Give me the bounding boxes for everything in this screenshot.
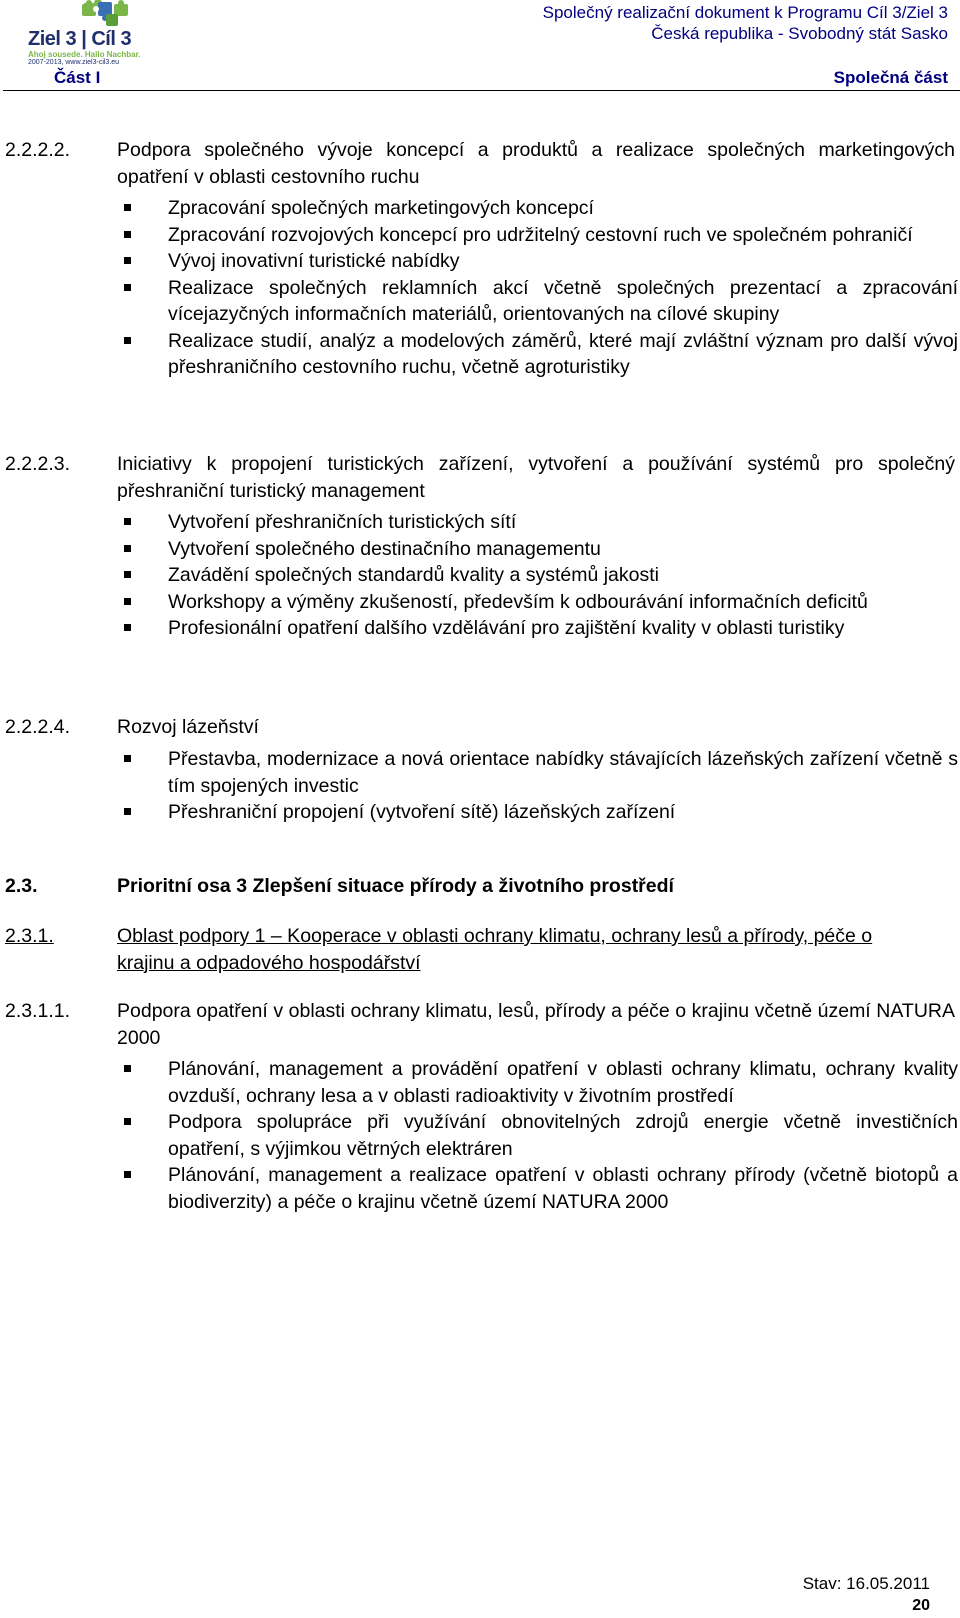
list-item — [0, 746, 958, 799]
section-title: Rozvoj lázeňství — [117, 716, 259, 738]
list-item — [0, 799, 958, 826]
list-item — [0, 509, 958, 536]
list-item-text: Zpracování rozvojových koncepcí pro udržitelný cestovní ruch ve společném pohraničí — [168, 223, 913, 246]
header-part-label: Část I — [54, 68, 101, 87]
list-item — [0, 222, 958, 249]
section-title: Iniciativy k propojení turistických zařízení, vytvoření a používání systémů pro společný přeshraniční turistický management — [117, 453, 955, 502]
bullet-list-2-2-2-2 — [0, 195, 960, 381]
bullet-list-2-3-1-1 — [0, 1056, 960, 1215]
header-section-label: Společná část — [833, 68, 948, 87]
logo-url: 2007-2013, www.ziel3-cil3.eu — [28, 59, 120, 66]
square-bullet-icon — [124, 755, 131, 762]
section-title: Oblast podpory 1 – Kooperace v oblasti ochrany klimatu, ochrany lesů a přírody, péče o krajinu a odpadového hospodářství — [117, 925, 873, 974]
logo-title: Ziel 3 | Cíl 3 — [28, 28, 132, 50]
square-bullet-icon — [124, 1118, 131, 1125]
page-number: 20 — [912, 1597, 930, 1614]
bullet-list-2-2-2-3 — [0, 509, 960, 642]
list-item-text: Vývoj inovativní turistické nabídky — [168, 250, 460, 272]
section-number: 2.3. — [5, 875, 38, 897]
square-bullet-icon — [124, 257, 131, 264]
list-item — [0, 1056, 958, 1109]
list-item-text: Vytvoření společného destinačního managementu — [168, 537, 601, 560]
list-item-text: Přestavba, modernizace a nová orientace nabídky stávajících lázeňských zařízení včetně s tím spojených investic — [168, 748, 958, 797]
square-bullet-icon — [124, 1065, 131, 1072]
list-item-text: Realizace společných reklamních akcí včetně společných prezentací a zpracování vícejazyčných informačních materiálů, orientovaných na cílové skupiny — [168, 276, 958, 325]
list-item-text: Realizace studií, analýz a modelových záměrů, které mají zvláštní význam pro další vývoj přeshraničního cestovního ruchu, včetně agroturistiky — [168, 329, 958, 378]
footer-status-date: Stav: 16.05.2011 — [802, 1574, 930, 1593]
square-bullet-icon — [124, 337, 131, 344]
list-item — [0, 275, 958, 328]
section-number: 2.2.2.2. — [5, 139, 71, 161]
list-item-text: Plánování, management a realizace opatření v oblasti ochrany přírody (včetně biotopů a biodiverzity) a péče o krajinu včetně území NATURA 2000 — [168, 1164, 958, 1213]
ziel3-cil3-logo — [26, 0, 141, 68]
square-bullet-icon — [124, 231, 131, 238]
bullet-list-2-2-2-4 — [0, 746, 960, 826]
square-bullet-icon — [124, 284, 131, 291]
list-item-text: Vytvoření přeshraničních turistických sítí — [168, 511, 517, 533]
section-title: Podpora opatření v oblasti ochrany klimatu, lesů, přírody a péče o krajinu včetně území NATURA 2000 — [117, 1000, 955, 1049]
list-item — [0, 248, 958, 275]
square-bullet-icon — [124, 808, 131, 815]
list-item — [0, 1109, 958, 1162]
square-bullet-icon — [124, 598, 131, 605]
square-bullet-icon — [124, 204, 131, 211]
section-title: Podpora společného vývoje koncepcí a produktů a realizace společných marketingových opatření v oblasti cestovního ruchu — [117, 139, 955, 188]
section-number: 2.3.1. — [5, 925, 54, 947]
list-item — [0, 328, 958, 381]
list-item-text: Profesionální opatření dalšího vzdělávání pro zajištění kvality v oblasti turistiky — [168, 617, 845, 639]
list-item-text: Plánování, management a provádění opatření v oblasti ochrany klimatu, ochrany kvality ovzduší, ochrany lesa a v oblasti radioaktivity v životním prostředí — [168, 1058, 958, 1107]
list-item-text: Workshopy a výměny zkušeností, především k odbourávání informačních deficitů — [168, 590, 868, 613]
list-item-text: Přeshraniční propojení (vytvoření sítě) lázeňských zařízení — [168, 801, 676, 823]
header-countries: Česká republika - Svobodný stát Sasko — [651, 24, 948, 43]
square-bullet-icon — [124, 571, 131, 578]
section-number: 2.2.2.4. — [5, 716, 71, 738]
list-item — [0, 589, 958, 616]
section-number: 2.3.1.1. — [5, 1000, 71, 1022]
section-title: Prioritní osa 3 Zlepšení situace přírody a životního prostředí — [117, 875, 674, 897]
list-item — [0, 536, 958, 563]
list-item — [0, 562, 958, 589]
square-bullet-icon — [124, 545, 131, 552]
page-header — [0, 0, 960, 92]
square-bullet-icon — [124, 1171, 131, 1178]
logo-tagline: Ahoj sousede. Hallo Nachbar. — [28, 50, 141, 59]
header-divider — [3, 90, 960, 91]
square-bullet-icon — [124, 518, 131, 525]
list-item-text: Podpora spolupráce při využívání obnovitelných zdrojů energie včetně investičních opatření, s výjimkou větrných elektráren — [168, 1111, 958, 1160]
puzzle-logo-icon — [26, 0, 138, 30]
section-number: 2.2.2.3. — [5, 453, 71, 475]
list-item-text: Zavádění společných standardů kvality a systémů jakosti — [168, 564, 659, 586]
square-bullet-icon — [124, 624, 131, 631]
header-document-title: Společný realizační dokument k Programu Cíl 3/Ziel 3 — [542, 3, 948, 22]
list-item — [0, 195, 958, 222]
list-item — [0, 615, 958, 642]
list-item — [0, 1162, 958, 1215]
list-item-text: Zpracování společných marketingových koncepcí — [168, 197, 594, 219]
